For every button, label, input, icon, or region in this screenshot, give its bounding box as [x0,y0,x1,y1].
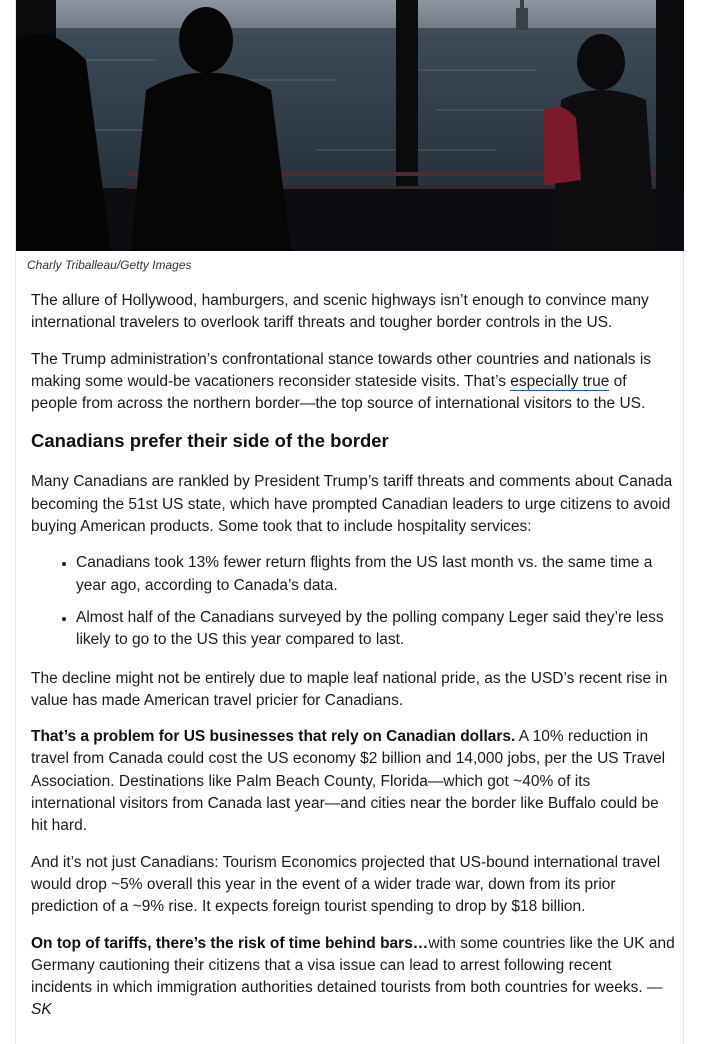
author-signoff: —SK [31,979,663,1019]
list-item: • Almost half of the Canadians surveyed by the polling company Leger said they’re less likely to go to the US this year compared to last. [76,607,676,652]
list-item: • Canadians took 13% fewer return flights from the US last month vs. the same time a year ago, according to Canada’s data. [76,552,676,597]
paragraph-text: The Trump administration’s confrontational stance towards other countries and nationals is making some would-be vacationers reconsider stateside visits. That’s [31,350,652,390]
paragraph-canadians-rankled: Many Canadians are rankled by President Trump’s tariff threats and comments about Canada becoming the 51st US state, which have prompted Canadian leaders to urge citizens to avoid buying American products. Some took that to include hospitality services: [31,473,673,536]
photo-of-silhouetted-people-watching-harbor [16,0,684,251]
paragraph-intro: The allure of Hollywood, hamburgers, and scenic highways isn’t enough to convince many international travelers to overlook tariff threats and tougher border controls in the US. [31,292,649,332]
paragraph-text: A 10% reduction in travel from Canada could cost the US economy $2 billion and 14,000 jobs, per the US Travel Association. Destinations like Palm Beach County, Florida—which got ~40% of its international visitors from Canada last year—and cities near the border like Buffalo could be hit hard. [31,728,666,835]
bullet-list [31,552,676,651]
especially-true-link[interactable]: especially true [510,372,610,390]
photo-caption: Charly Triballeau/Getty Images [27,258,192,272]
paragraph-text: with some countries like the UK and Germany cautioning their citizens that a visa issue can lead to arrest following recent incidents in which immigration authorities detained tourists from both countries for weeks. [31,934,675,997]
section-heading: Canadians prefer their side of the border [31,430,389,452]
paragraph-tourism-economics: And it’s not just Canadians: Tourism Economics projected that US-bound international travel would drop ~5% overall this year in the event of a wider trade war, down from its prior prediction of a ~9% rise. It expects foreign tourist spending to drop by $18 billion. [31,853,661,916]
paragraph-time-behind-bars [31,933,676,1022]
paragraph-text: of people from across the northern border—the top source of international visitors to the US. [31,372,646,413]
article-card [15,0,684,1044]
article-body [31,290,676,1036]
paragraph-lead: On top of tariffs, there’s the risk of time behind bars… [31,934,429,952]
paragraph-decline: The decline might not be entirely due to maple leaf national pride, as the USD’s recent rise in value has made American travel pricier for Canadians. [31,669,668,709]
paragraph-lead: That’s a problem for US businesses that rely on Canadian dollars. [31,728,516,746]
paragraph-us-businesses [31,726,676,837]
article-photo [16,0,684,251]
paragraph-trump-stance [31,349,676,416]
